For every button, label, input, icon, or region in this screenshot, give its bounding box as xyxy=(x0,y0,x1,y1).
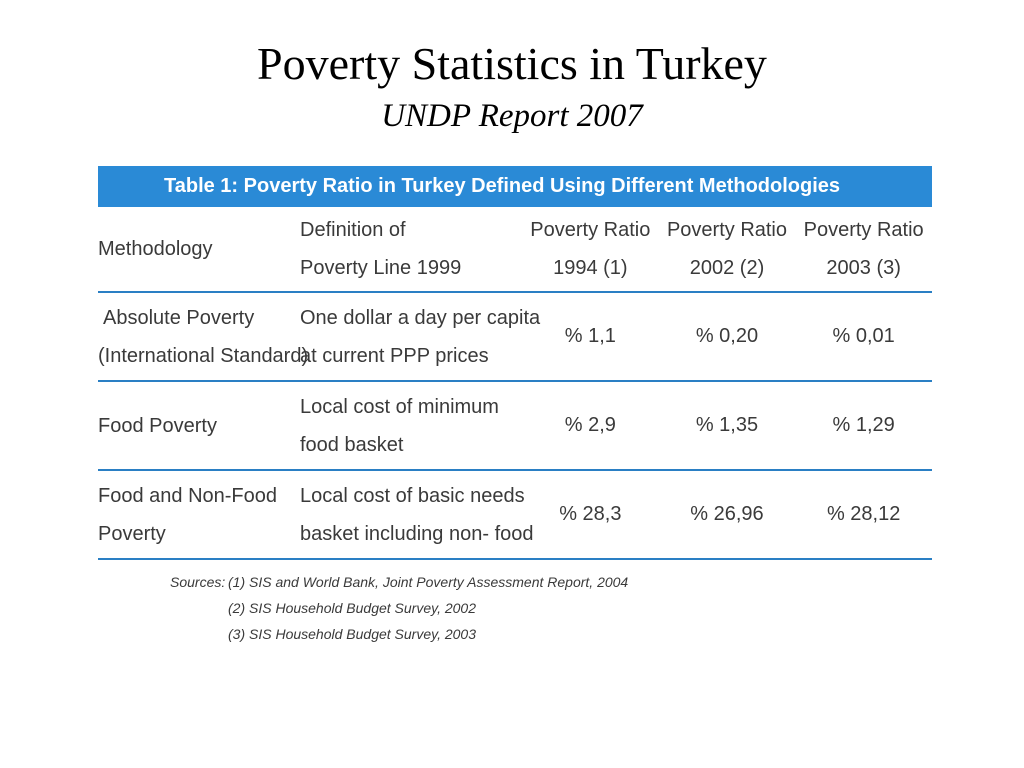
source-1: (1) SIS and World Bank, Joint Poverty Assessment Report, 2004 xyxy=(228,574,629,590)
cell-ratio-2002: % 26,96 xyxy=(690,503,764,525)
cell-ratio-2002: % 1,35 xyxy=(695,414,759,436)
slide-title: Poverty Statistics in Turkey xyxy=(257,38,767,89)
cell-definition: One dollar a day per capita at current PPP prices xyxy=(300,306,541,367)
header-methodology: Methodology xyxy=(98,238,213,260)
header-definition: Definition of Poverty Line 1999 xyxy=(300,219,462,279)
cell-ratio-2002: % 0,20 xyxy=(695,325,759,347)
source-line-3 xyxy=(170,621,628,647)
table-row-food-and-non-food-poverty xyxy=(98,470,932,559)
source-2: (2) SIS Household Budget Survey, 2002 xyxy=(228,600,477,616)
source-line-2 xyxy=(170,595,628,621)
cell-ratio-2003: % 0,01 xyxy=(832,325,895,347)
poverty-table xyxy=(98,166,932,560)
source-3: (3) SIS Household Budget Survey, 2003 xyxy=(228,626,477,642)
cell-methodology: Absolute Poverty (International Standard) xyxy=(98,306,309,367)
table-caption: Table 1: Poverty Ratio in Turkey Defined Using Different Methodologies xyxy=(98,166,932,207)
header-ratio-2002: Poverty Ratio 2002 (2) xyxy=(666,219,788,279)
poverty-data-table xyxy=(98,207,932,560)
cell-methodology: Food Poverty xyxy=(98,414,217,437)
table-sources xyxy=(170,569,628,647)
table-header-row xyxy=(98,207,932,292)
cell-ratio-2003: % 28,12 xyxy=(826,503,901,525)
cell-definition: Local cost of basic needs basket including non- food xyxy=(300,484,534,545)
cell-definition: Local cost of minimum food basket xyxy=(300,395,499,456)
cell-ratio-1994: % 2,9 xyxy=(564,414,616,436)
source-line-1 xyxy=(170,569,628,595)
header-ratio-1994: Poverty Ratio 1994 (1) xyxy=(530,219,651,279)
table-row-absolute-poverty xyxy=(98,292,932,381)
cell-ratio-1994: % 1,1 xyxy=(564,325,616,347)
slide-subtitle: UNDP Report 2007 xyxy=(381,98,643,134)
sources-label: Sources: xyxy=(170,574,226,590)
header-ratio-2003: Poverty Ratio 2003 (3) xyxy=(803,219,924,279)
cell-ratio-1994: % 28,3 xyxy=(559,503,622,525)
cell-ratio-2003: % 1,29 xyxy=(832,414,895,436)
table-row-food-poverty xyxy=(98,381,932,470)
cell-methodology: Food and Non-Food Poverty xyxy=(98,484,278,545)
